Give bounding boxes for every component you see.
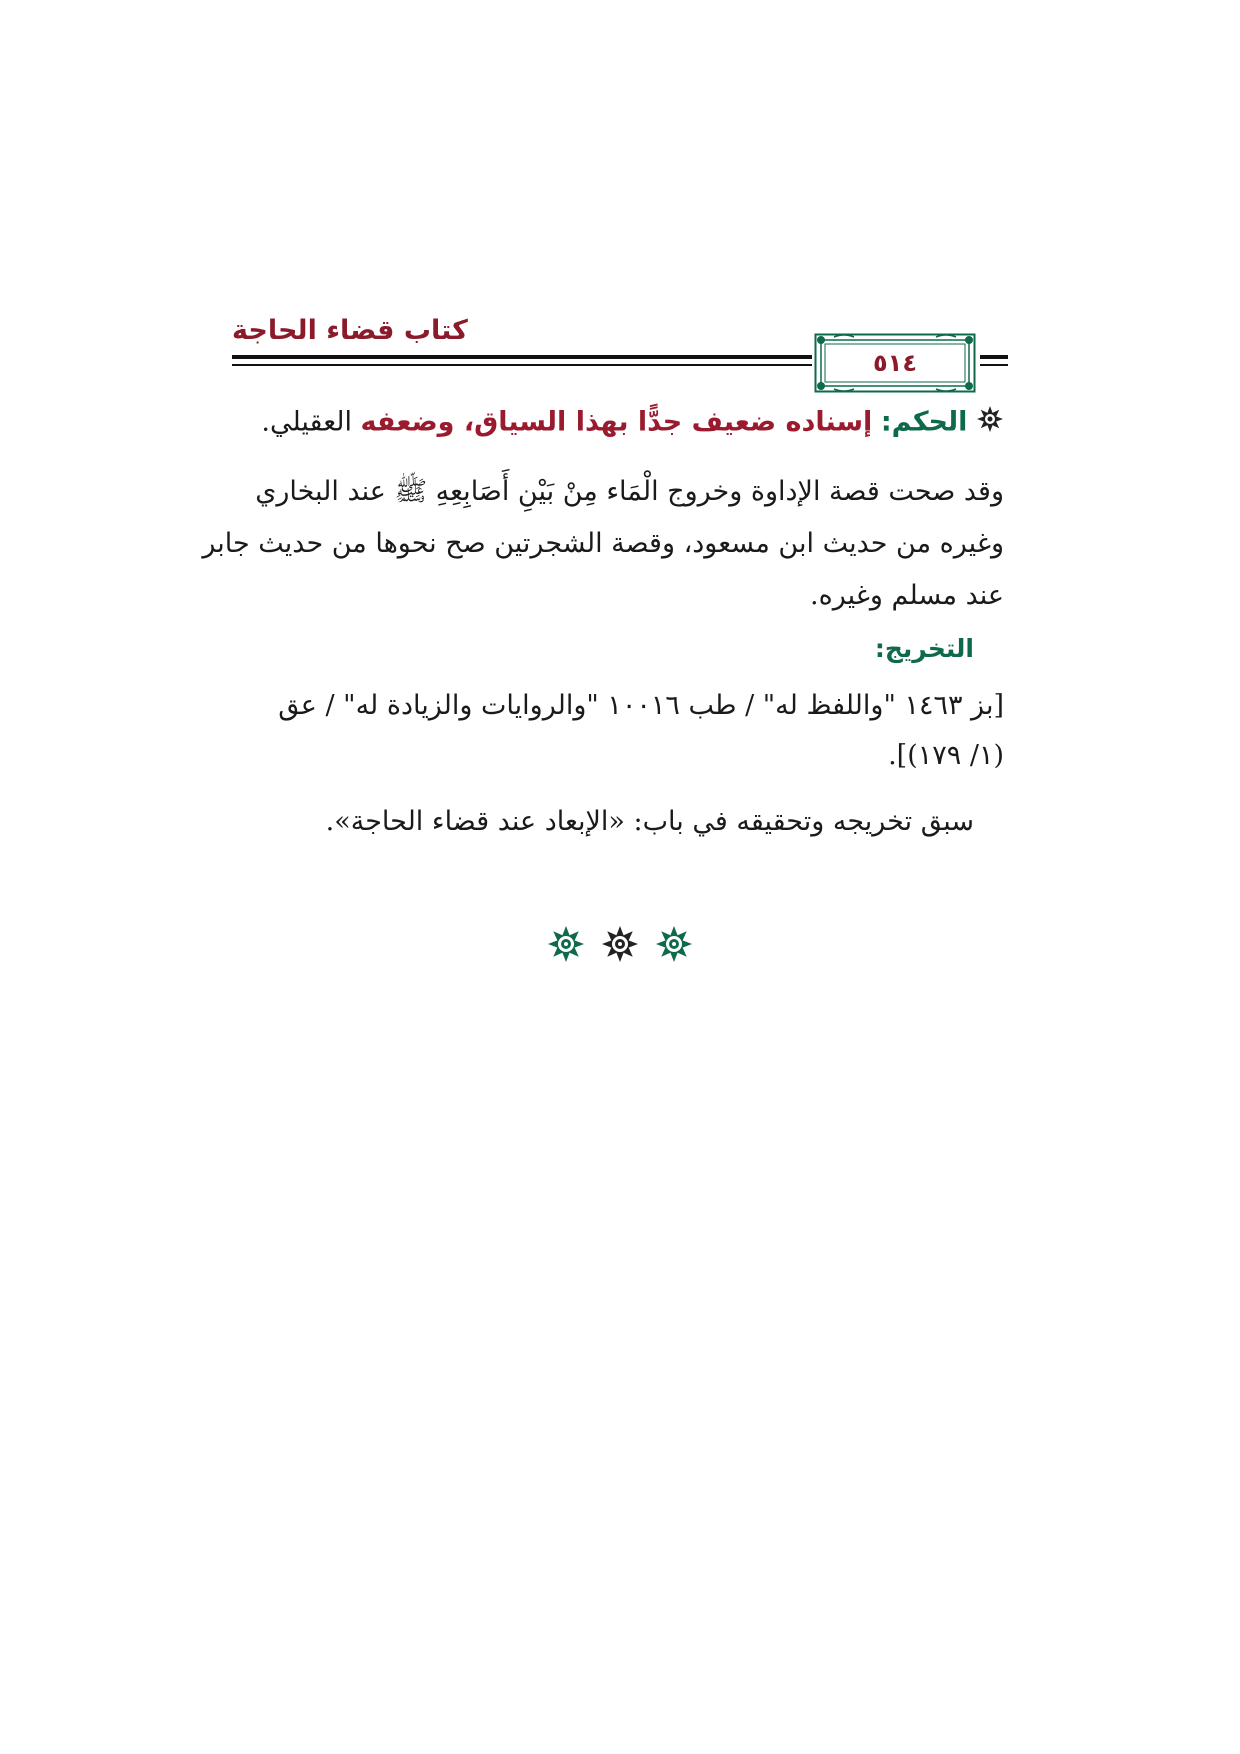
paragraph-line: وغيره من حديث ابن مسعود، وقصة الشجرتين صح نحوها من حديث جابر xyxy=(202,528,1004,559)
ruling-text: إسناده ضعيف جدًّا بهذا السياق، وضعفه xyxy=(360,406,873,438)
ruling-line xyxy=(261,405,1004,441)
section-divider xyxy=(0,924,1240,974)
takhrij-note: سبق تخريجه وتحقيقه في باب: «الإبعاد عند قضاء الحاجة». xyxy=(325,806,974,837)
page-number: ٥١٤ xyxy=(873,349,917,377)
reference-line: [بز ١٤٦٣ "واللفظ له" / طب ١٠٠١٦ "والروايات والزيادة له" / عق xyxy=(278,690,1004,721)
star-ornament-icon xyxy=(546,924,586,974)
flower-bullet-icon xyxy=(976,405,1004,441)
star-ornament-icon xyxy=(654,924,694,974)
paragraph-line: وقد صحت قصة الإداوة وخروج الْمَاء مِنْ بَيْنِ أَصَابِعِهِ ﷺ عند البخاري xyxy=(255,476,1004,507)
page-number-badge xyxy=(814,333,976,393)
reference-line: (١/ ١٧٩)]. xyxy=(888,740,1004,771)
paragraph-line: عند مسلم وغيره. xyxy=(810,580,1004,611)
star-ornament-icon xyxy=(600,924,640,974)
ruling-tail: العقيلي. xyxy=(261,406,352,438)
book-title: كتاب قضاء الحاجة xyxy=(232,315,468,346)
header-rule-left xyxy=(232,355,812,369)
takhrij-label: التخريج: xyxy=(874,634,974,663)
ruling-label: الحكم: xyxy=(880,406,968,438)
header-rule-right xyxy=(980,355,1008,369)
